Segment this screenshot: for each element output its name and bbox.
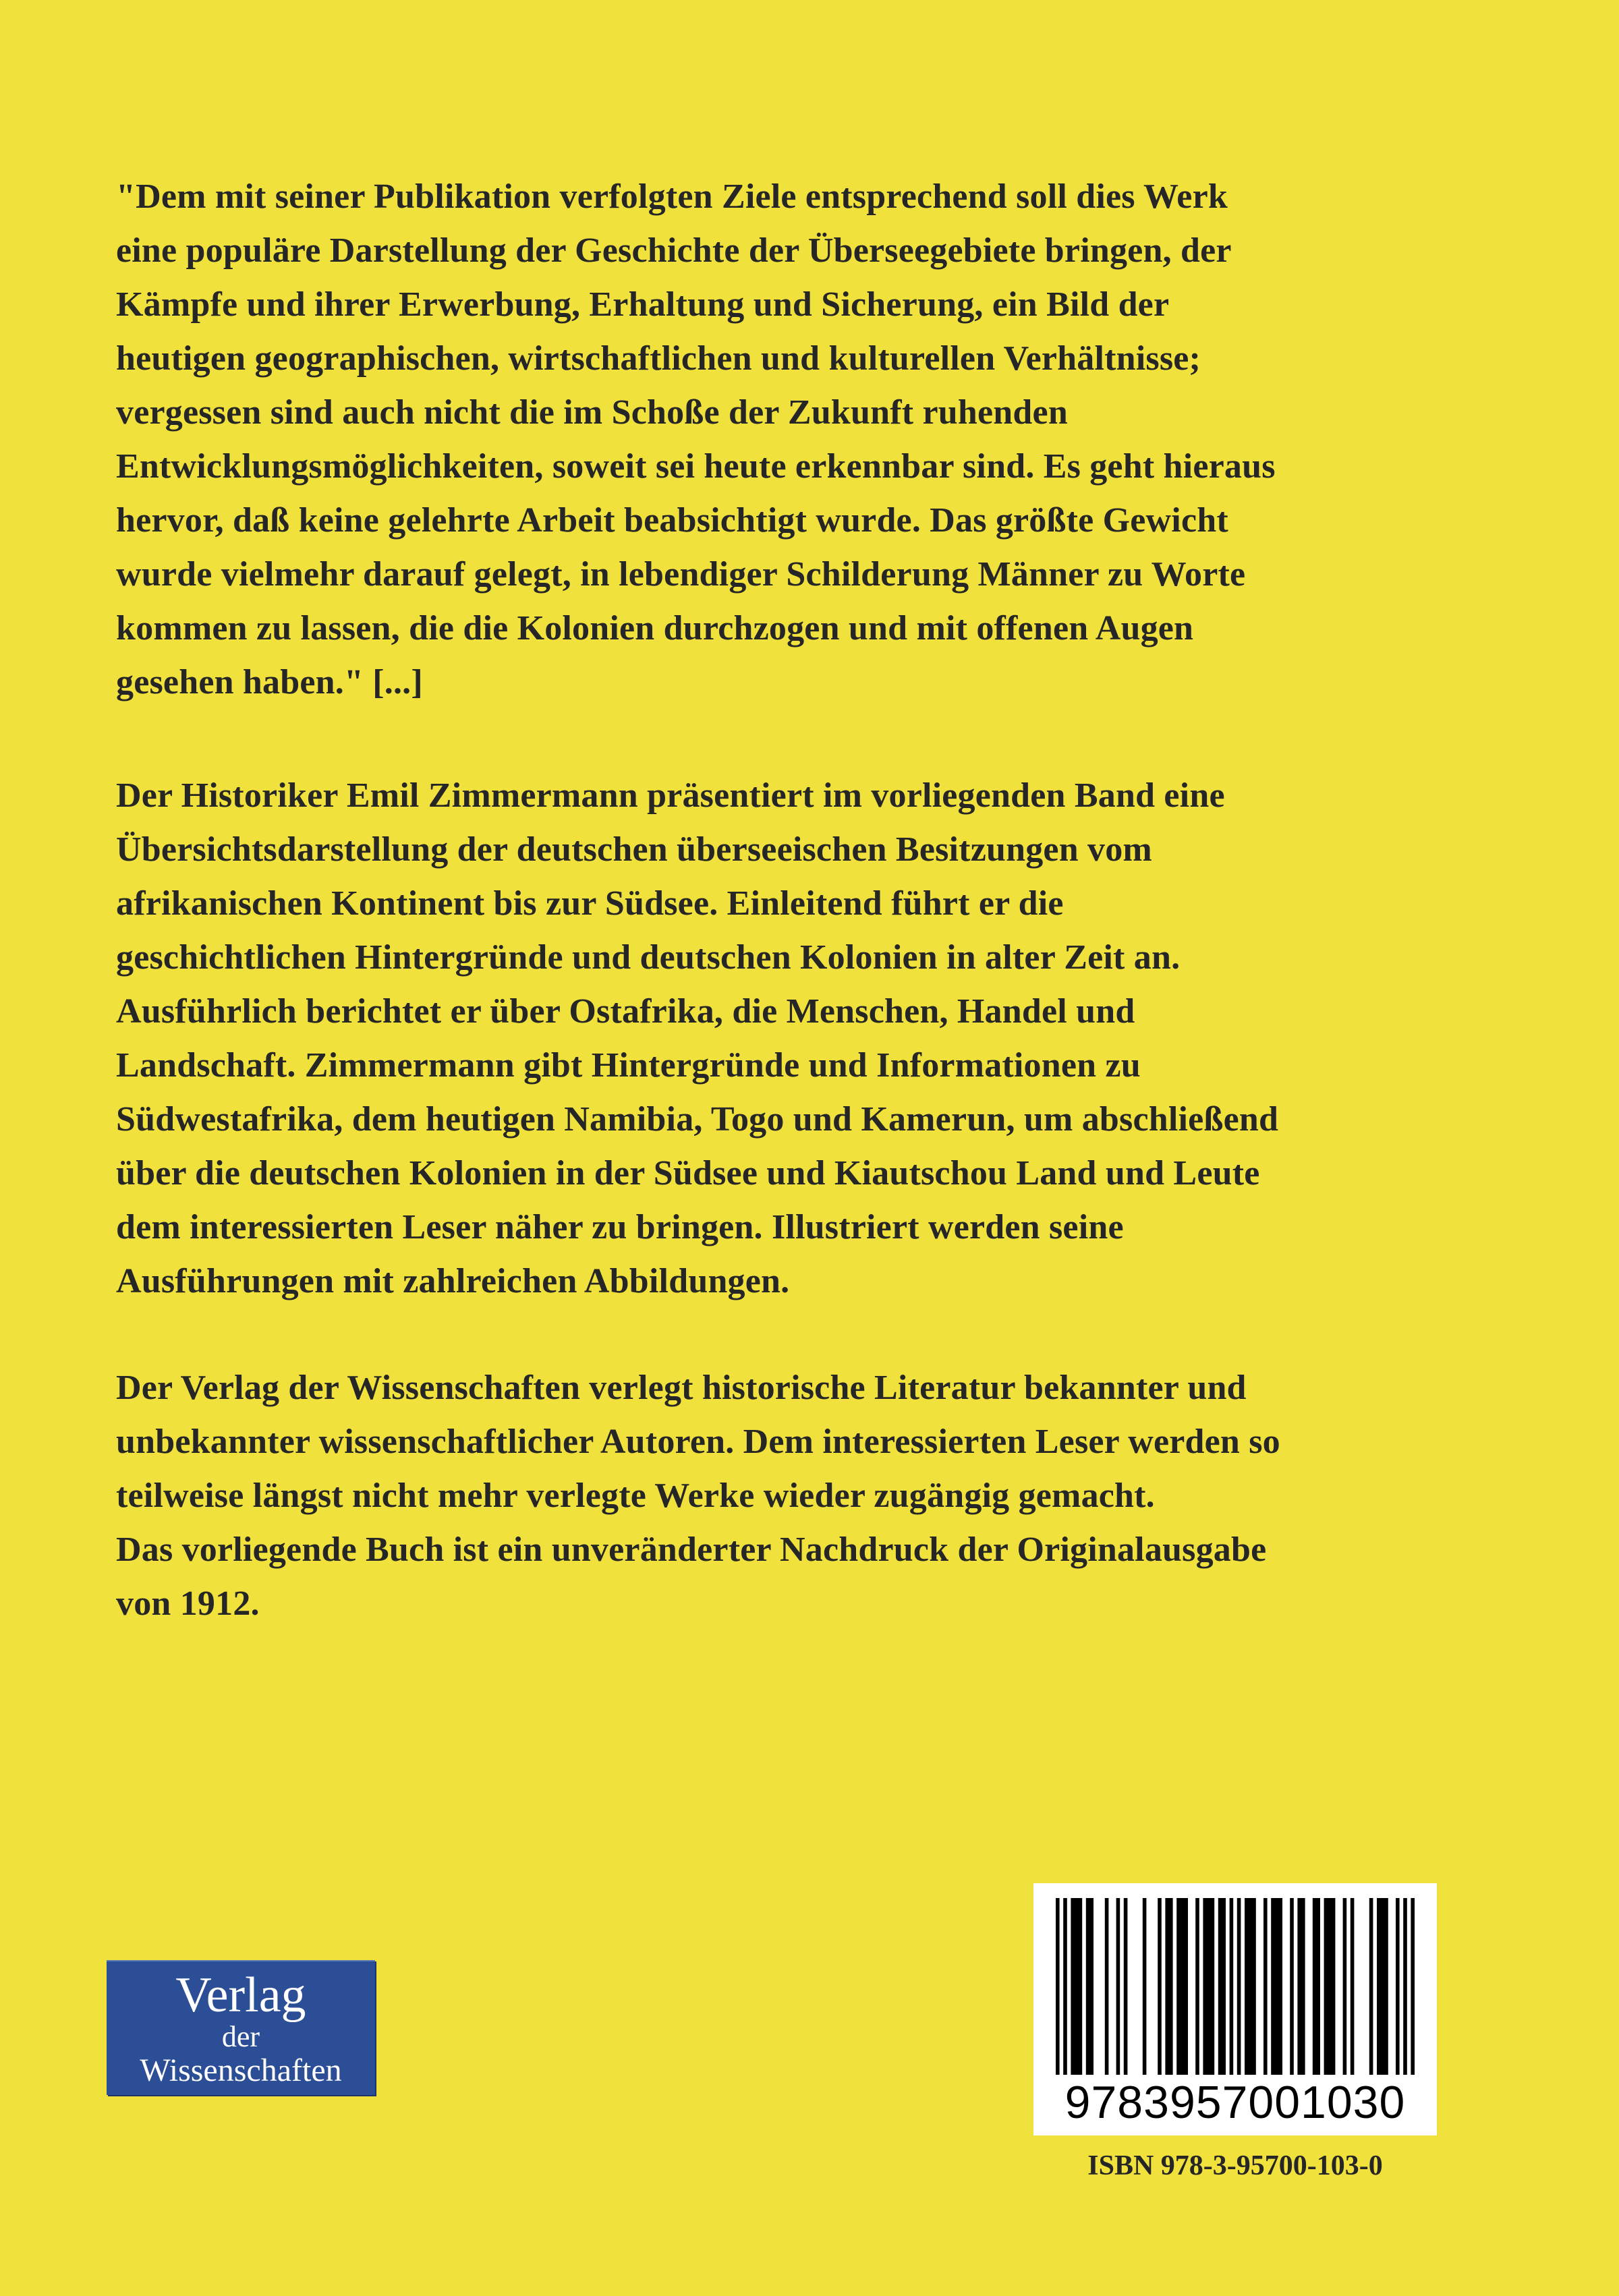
barcode-bar bbox=[1056, 1898, 1060, 2075]
quote-line: hervor, daß keine gelehrte Arbeit beabsichtigt wurde. Das größte Gewicht bbox=[116, 501, 1228, 540]
barcode-bar bbox=[1297, 1898, 1305, 2075]
summary-line: über die deutschen Kolonien in der Südsee und Kiautschou Land und Leute bbox=[116, 1154, 1260, 1193]
summary-line: Südwestafrika, dem heutigen Namibia, Togo und Kamerun, um abschließend bbox=[116, 1100, 1279, 1139]
barcode-bar bbox=[1237, 1898, 1241, 2075]
quote-line: Kämpfe und ihrer Erwerbung, Erhaltung und Sicherung, ein Bild der bbox=[116, 285, 1170, 324]
barcode-bar bbox=[1230, 1898, 1234, 2075]
barcode-bar bbox=[1105, 1898, 1109, 2075]
quote-line: gesehen haben." [...] bbox=[116, 663, 423, 701]
publisher-line: Der Verlag der Wissenschaften verlegt historische Literatur bekannter und bbox=[116, 1369, 1247, 1407]
barcode-bar bbox=[1218, 1898, 1226, 2075]
barcode-bar bbox=[1351, 1898, 1355, 2075]
logo-line-der: der bbox=[221, 2020, 260, 2053]
summary-line: afrikanischen Kontinent bis zur Südsee. Einleitend führt er die bbox=[116, 884, 1064, 923]
summary-line: geschichtlichen Hintergründe und deutschen Kolonien in alter Zeit an. bbox=[116, 938, 1181, 977]
publisher-line: unbekannter wissenschaftlicher Autoren. Dem interessierten Leser werden so bbox=[116, 1423, 1280, 1461]
barcode-bar bbox=[1343, 1898, 1347, 2075]
barcode-bar bbox=[1369, 1898, 1373, 2075]
quote-line: vergessen sind auch nicht die im Schoße der Zukunft ruhenden bbox=[116, 393, 1068, 432]
summary-line: Übersichtsdarstellung der deutschen überseeischen Besitzungen vom bbox=[116, 830, 1152, 869]
publisher-line: Das vorliegende Buch ist ein unveränderter Nachdruck der Originalausgabe bbox=[116, 1530, 1267, 1569]
barcode-bar bbox=[1411, 1898, 1415, 2075]
barcode-bar bbox=[1324, 1898, 1336, 2075]
barcode bbox=[1033, 1883, 1437, 2135]
barcode-bar bbox=[1176, 1898, 1188, 2075]
barcode-bar bbox=[1403, 1898, 1407, 2075]
barcode-bar bbox=[1263, 1898, 1268, 2075]
summary-line: Landschaft. Zimmermann gibt Hintergründe und Informationen zu bbox=[116, 1046, 1141, 1085]
barcode-bar bbox=[1290, 1898, 1294, 2075]
barcode-bar bbox=[1086, 1898, 1093, 2075]
quote-line: kommen zu lassen, die die Kolonien durchzogen und mit offenen Augen bbox=[116, 609, 1194, 648]
summary-line: dem interessierten Leser näher zu bringen. Illustriert werden seine bbox=[116, 1208, 1124, 1246]
barcode-bar bbox=[1143, 1898, 1147, 2075]
barcode-bar bbox=[1165, 1898, 1172, 2075]
barcode-bar bbox=[1313, 1898, 1320, 2075]
publisher-line: teilweise längst nicht mehr verlegte Werke wieder zugängig gemacht. bbox=[116, 1476, 1155, 1515]
summary-paragraph bbox=[116, 769, 1479, 1309]
summary-line: Ausführungen mit zahlreichen Abbildungen. bbox=[116, 1262, 790, 1300]
quote-line: eine populäre Darstellung der Geschichte der Überseegebiete bringen, der bbox=[116, 231, 1232, 270]
quote-paragraph bbox=[116, 170, 1479, 710]
publisher-line: von 1912. bbox=[116, 1584, 260, 1623]
barcode-bar bbox=[1195, 1898, 1199, 2075]
isbn-label: ISBN 978-3-95700-103-0 bbox=[1087, 2150, 1383, 2181]
publisher-logo bbox=[107, 1960, 375, 2095]
summary-line: Der Historiker Emil Zimmermann präsentiert im vorliegenden Band eine bbox=[116, 776, 1225, 815]
barcode-bar bbox=[1396, 1898, 1400, 2075]
barcode-bar bbox=[1063, 1898, 1067, 2075]
summary-line: Ausführlich berichtet er über Ostafrika, die Menschen, Handel und bbox=[116, 992, 1135, 1031]
barcode-bar bbox=[1071, 1898, 1082, 2075]
barcode-digits: 9783957001030 bbox=[1064, 2077, 1406, 2128]
quote-line: heutigen geographischen, wirtschaftlichen und kulturellen Verhältnisse; bbox=[116, 339, 1201, 378]
barcode-bar bbox=[1116, 1898, 1120, 2075]
quote-line: "Dem mit seiner Publikation verfolgten Ziele entsprechend soll dies Werk bbox=[116, 177, 1228, 216]
quote-line: wurde vielmehr darauf gelegt, in lebendiger Schilderung Männer zu Worte bbox=[116, 555, 1246, 594]
barcode-bar bbox=[1124, 1898, 1128, 2075]
barcode-bar bbox=[1245, 1898, 1256, 2075]
logo-line-verlag: Verlag bbox=[175, 1968, 306, 2023]
barcode-bar bbox=[1158, 1898, 1162, 2075]
publisher-paragraph bbox=[116, 1361, 1479, 1631]
logo-line-wissenschaften: Wissenschaften bbox=[140, 2053, 342, 2088]
barcode-bar bbox=[1203, 1898, 1214, 2075]
barcode-bar bbox=[1377, 1898, 1388, 2075]
barcode-bar bbox=[1271, 1898, 1282, 2075]
quote-line: Entwicklungsmöglichkeiten, soweit sei heute erkennbar sind. Es geht hieraus bbox=[116, 447, 1276, 486]
